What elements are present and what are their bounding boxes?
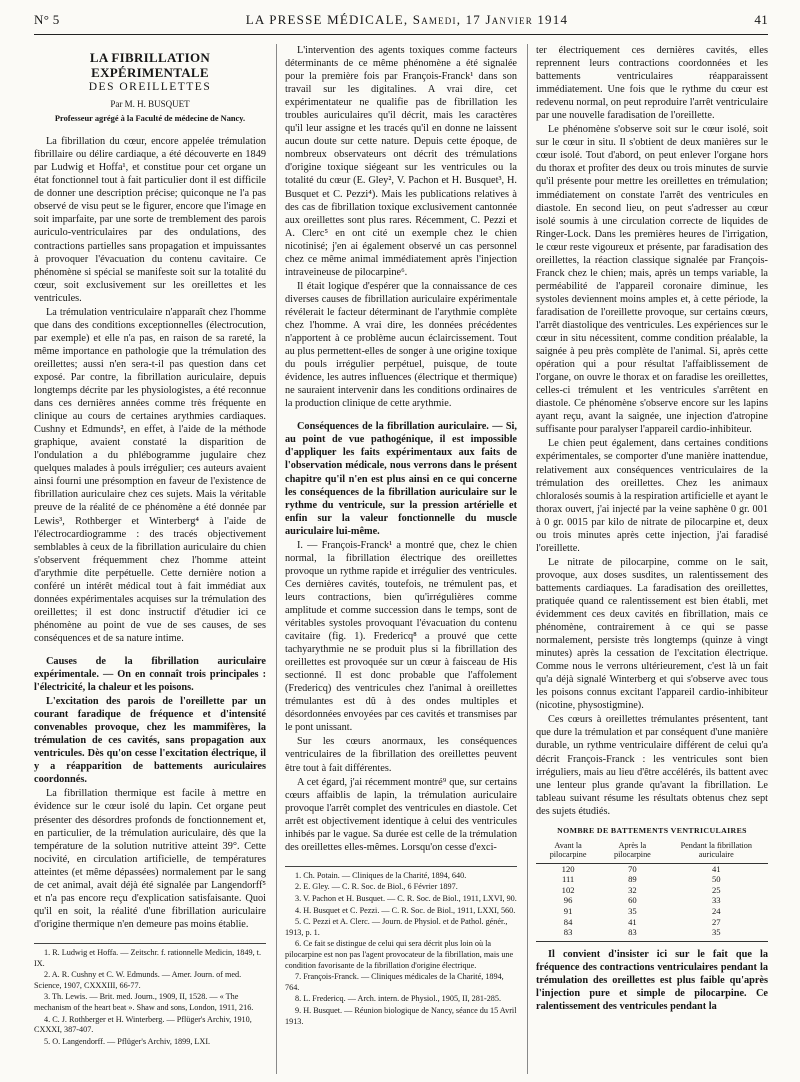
table-title: NOMBRE DE BATTEMENTS VENTRICULAIRES bbox=[557, 825, 747, 835]
paragraph: ter électriquement ces dernières cavités, elles reprennent leurs contractions coordonnées et les battements ventriculaires réapparaissent immédiatement. Une fois que le rythme du cœur est redevenu normal, on peut reproduire l'arrêt ventriculaire par une nouvelle faradisation de l'oreillette. bbox=[536, 45, 768, 122]
table-cell: 35 bbox=[628, 906, 637, 916]
table-row bbox=[536, 906, 768, 917]
table-cell: 83 bbox=[536, 927, 600, 941]
footnote: 5. O. Langendorff. — Pflüger's Archiv, 1899, LXI. bbox=[44, 1036, 211, 1046]
table-cell: 50 bbox=[711, 874, 721, 885]
paragraph: I. — François-Franck¹ a montré que, chez le chien normal, la fibrillation électrique des oreillettes provoque un rythme rapide et irrégulier des ventricules. Ces dernières cavités, toutefois, ne trémulent pas, et leurs contractions, bien qu'irrégulières comme amplitude et comme succession dans le temps, sont de véritables systoles provoquant l'évacuation du contenu cavitaire (fig. 1). Fredericq⁸ a prouvé que cette tachyarythmie ne se produit plus si la fibrillation des oreillettes est provoquée sur un cœur à faisceau de His sectionné. Il est donc probable que l'affolement (Fredericq) des ventricules chez l'animal à oreillettes trémulantes est dû à des ondes multiples et désordonnées envoyées par ces cavités et transmises par le pont unissant. bbox=[285, 539, 517, 734]
table-header-row bbox=[536, 839, 768, 863]
footnote: 8. L. Fredericq. — Arch. intern. de Physiol., 1905, II, 281-285. bbox=[295, 994, 502, 1004]
paragraph: L'intervention des agents toxiques comme facteurs déterminants de ce même phénomène a été signalée pour la première fois par François-Franck¹ dans son travail sur les digitalines. A vrai dire, cet expérimentateur ne qualifie pas de fibrillation les troubles auriculaires qu'il décrit, mais les caractères qu'il leur assigne et les tracés qu'il en donne ne laissent aucun doute sur cette nature. Depuis cette époque, de nombreux observateurs ont décrit des trémulations d'origine toxique siégeant sur les ventricules ou la totalité du cœur (E. Gley², V. Pachon et H. Busquet³, H. Busquet et C. Pezzi⁴). Mais les publications relatives à des cas de fibrillation toxique exclusivement cantonnée aux oreillettes sont plus rares. Récemment, C. Pezzi et A. Clerc⁵ en ont cité un exemple chez le chien nicotinisé; j'en ai également observé un cas personnel chez ce même animal immédiatement après l'injection intraveineuse de pilocarpine⁶. bbox=[285, 45, 517, 278]
footnotes bbox=[34, 943, 266, 1047]
section-heading bbox=[285, 420, 517, 537]
column-divider bbox=[527, 44, 528, 1074]
table-cell: 96 bbox=[563, 895, 573, 906]
column-header: Après la pilocarpine bbox=[600, 839, 664, 863]
paragraph bbox=[34, 695, 266, 786]
footnote: 9. H. Busquet. — Réunion biologique de Nancy, séance du 15 Avril 1913. bbox=[285, 1005, 517, 1026]
journal-title: LA PRESSE MÉDICALE, Samedi, 17 Janvier 1914 bbox=[245, 12, 569, 27]
footnote: 2. A. R. Cushny et C. W. Edmunds. — Amer. Journ. of med. Science, 1907, CXXXIII, 66-77. bbox=[34, 970, 242, 990]
paragraph: Le phénomène s'observe soit sur le cœur isolé, soit sur le cœur in situ. Il s'obtient de deux manières sur le cœur isolé. Tout d'abord, on peut enlever l'organe hors du thorax et profiter des deux ou trois minutes de survie qu'il présente pour mettre les oreillettes en trémulation; immédiatement on constate l'arrêt des ventricules en diastole. En second lieu, on peut s'adresser au cœur isolé soumis à une circulation correcte de liquides de Ringer-Lock. Dans les premières heures de l'irrigation, le cœur reste vigoureux et présente, par faradisation des oreillettes, la réaction classique signalée par François-Franck chez le chien; mais, après un temps variable, la perméabilité de l'appareil coronaire diminue, les systoles deviennent moins amples et, à cette période, la faradisation de l'oreillette provoque, sur certains cœurs, l'arrêt diastolique des ventricules. Les expériences sur le cœur in situ nécessitent, comme condition préalable, la saignée à peu près complète de l'animal. Si, après cette opération qui a pour résultat l'affaiblissement de l'organe, on ouvre le thorax et on faradise les oreillettes, celles-ci trémulent et les ventricules s'arrêtent en diastole. Ce phénomène s'observe encore sur les lapins ayant reçu, avant la saignée, une injection d'atropine suffisante pour paralyser l'appareil cardio-inhibiteur. bbox=[536, 124, 768, 436]
paragraph bbox=[536, 948, 768, 1013]
section-title: Causes de la fibrillation auriculaire expérimentale. bbox=[34, 655, 266, 681]
footnote: 4. H. Busquet et C. Pezzi. — C. R. Soc. de Biol., 1911, LXXI, 560. bbox=[295, 905, 516, 915]
article-author: Par M. H. BUSQUET bbox=[110, 99, 190, 110]
section-intro: — Si, au point de vue pathogénique, il est impossible d'appliquer les faits expérimentaux aux faits de l'observation médicale, nous verrons dans le présent chapitre qu'il n'en est plus ainsi en ce qui concerne les conséquences de la fibrillation auriculaire sur le rythme du ventricule, sur la pression artérielle et enfin sur la valeur fonctionnelle du muscle auriculaire lui-même. bbox=[285, 421, 517, 537]
paragraph: La fibrillation thermique est facile à mettre en évidence sur le cœur isolé du lapin. Cet organe peut présenter des désordres profonds de fonctionnement et, en particulier, de la trémulation auriculaire, dès que la température de la solution nutritive atteint 39°. Cette nocivité, en circulation artificielle, de températures atteintes (et même dépassées) normalement par le sang de cet animal, avait déjà été signalée par Langendorff⁵ et n'a pas encore reçu d'explication satisfaisante. Quoi qu'il en soit, la réalité d'une fibrillation auriculaire d'origine thermique n'en demeure pas moins établie. bbox=[34, 788, 266, 930]
table-row bbox=[536, 863, 768, 874]
table-cell: 70 bbox=[628, 863, 637, 874]
footnotes bbox=[285, 866, 517, 1027]
table-cell: 24 bbox=[711, 906, 721, 916]
results-table bbox=[536, 839, 768, 942]
table-cell: 32 bbox=[628, 884, 637, 895]
table-row bbox=[536, 917, 768, 928]
footnote: 4. C. J. Rothberger et H. Winterberg. — Pflüger's Archiv, 1910, CXXXI, 387-407. bbox=[34, 1014, 252, 1035]
column-header: Pendant la fibrillation auriculaire bbox=[665, 839, 768, 863]
table-cell: 102 bbox=[561, 884, 575, 895]
paragraph: Le nitrate de pilocarpine, comme on le sait, provoque, aux doses susdites, un ralentissement des battements cardiaques. La faradisation des oreillettes, pratiquée quand ce ralentissement est bien établi, met évidemment ces deux cavités en fibrillation, mais ce phénomène, contrairement à ce qui se passe normalement, persiste très longtemps (quinze à vingt minutes) après la cessation de l'excitation électrique. Comme nous le verrons ultérieurement, c'est là un fait qu'a déjà signalé Winterberg et qui s'observe avec tous les poisons connus excitant l'appareil cardio-inhibiteur (nicotine, physostigmine). bbox=[536, 556, 768, 712]
section-intro: — On en connaît trois principales : l'électricité, la chaleur et les poisons. bbox=[34, 669, 266, 694]
footnote: 1. R. Ludwig et Hoffa. — Zeitschr. f. rationnelle Medicin, 1849, t. IX. bbox=[34, 947, 261, 968]
table-cell: 89 bbox=[628, 874, 637, 885]
paragraph: Il était logique d'espérer que la connaissance de ces diverses causes de fibrillation auriculaire expérimentale révélerait le facteur déterminant de l'arythmie complète chez l'homme. A vrai dire, les données précédentes n'apportent à ce problème aucun éclaircissement. Tout au plus permettent-elles de songer à une origine toxique du pouls irrégulier perpétuel, puisque, de toute évidence, les autres influences (électrique et thermique) ne sauraient intervenir dans les conditions ordinaires de la production clinique de cette arythmie. bbox=[285, 280, 517, 410]
section-heading bbox=[34, 655, 266, 694]
footnote: 3. Th. Lewis. — Brit. med. Journ., 1909, II, 1528. — « The mechanism of the heart beat ». Shaw and sons, London, 1911, 216. bbox=[34, 992, 254, 1012]
article-subtitle: DES OREILLETTES bbox=[88, 81, 212, 93]
paragraph: A cet égard, j'ai récemment montré⁹ que, sur certains cœurs affaiblis de lapin, la trémulation auriculaire provoque l'arrêt complet des ventricules en diastole. Cet arrêt est objectivement identique à celui des ventricules inhibés par le vague. Sa durée est celle de la trémulation des oreillettes elles-mêmes. Lorsqu'on cesse d'exci- bbox=[285, 776, 517, 853]
issue-number: N° 5 bbox=[34, 12, 60, 27]
column-divider bbox=[276, 44, 277, 1074]
table-cell: 41 bbox=[711, 863, 721, 874]
footnote: 7. François-Franck. — Cliniques médicales de la Charité, 1894, 764. bbox=[285, 972, 504, 992]
table-cell: 33 bbox=[711, 895, 721, 906]
table-cell: 111 bbox=[561, 874, 575, 885]
table-row bbox=[536, 895, 768, 906]
paragraph: Le chien peut également, dans certaines conditions expérimentales, se comporter d'une manière inattendue, relativement aux conséquences ventriculaires de la trémulation des oreillettes. Chez les animaux chloralosés soumis à la respiration artificielle et ayant le thorax ouvert, j'ai injecté par la veine saphène 0 gr. 001 à 0 gr. 0015 par kilo de nitrate de pilocarpine et, deux ou trois minutes après cette injection, j'ai faradisé l'oreillette. bbox=[536, 438, 768, 554]
footnote: 3. V. Pachon et H. Busquet. — C. R. Soc. de Biol., 1911, LXVI, 90. bbox=[295, 894, 517, 904]
table-row bbox=[536, 927, 768, 941]
table-cell: 91 bbox=[563, 906, 573, 916]
table-cell: 84 bbox=[563, 916, 573, 927]
column-2 bbox=[285, 44, 517, 1074]
column-header: Avant la pilocarpine bbox=[536, 839, 600, 863]
table-cell: 60 bbox=[628, 895, 637, 906]
table-cell: 120 bbox=[561, 863, 575, 874]
footnote: 6. Ce fait se distingue de celui qui sera décrit plus loin où la pilocarpine est non pas l'agent provocateur de la fibrillation, mais une condition favorisante de la fibrillation d'origine électrique. bbox=[285, 939, 514, 970]
footnote: 5. C. Pezzi et A. Clerc. — Journ. de Physiol. et de Pathol. génér., 1913, p. 1. bbox=[285, 917, 508, 937]
section-title: Conséquences de la fibrillation auriculaire. bbox=[297, 421, 489, 433]
paragraph: Sur les cœurs anormaux, les conséquences ventriculaires de la fibrillation des oreillettes peuvent être tout à fait différentes. bbox=[285, 736, 517, 774]
footnote: 2. E. Gley. — C. R. Soc. de Biol., 6 Février 1897. bbox=[295, 882, 458, 892]
page-number: 41 bbox=[754, 12, 768, 27]
footnote: 1. Ch. Potain. — Cliniques de la Charité, 1894, 640. bbox=[295, 870, 467, 880]
column-1 bbox=[34, 44, 266, 1074]
table-cell: 27 bbox=[711, 916, 721, 927]
article-affiliation: Professeur agrégé à la Faculté de médecine de Nancy. bbox=[54, 114, 246, 124]
table-cell: 83 bbox=[600, 927, 664, 941]
article-title: LA FIBRILLATION EXPÉRIMENTALE bbox=[89, 50, 211, 80]
table-cell: 25 bbox=[711, 884, 721, 895]
paragraph: La fibrillation du cœur, encore appelée trémulation fibrillaire ou délire cardiaque, a été découverte en 1849 par Ludwig et Hoffa¹, et constitue pour cet organe un état fonctionnel tout à fait particulier dont il est difficile de donner une description précise; quiconque ne l'a pas observé de visu peut se le figurer, encore que l'image en soit imparfaite, par une sorte de tremblement des parois auriculo-ventriculaires par des ondulations, des contractions partielles sans propagation et impuissantes à provoquer l'évacuation du contenu cavitaire. Ce phénomène si spécial se manifeste soit sur la totalité du cœur, soit exclusivement sur les oreillettes et les ventricules. bbox=[34, 136, 266, 304]
paragraph: Ces cœurs à oreillettes trémulantes présentent, tant que dure la trémulation et par conséquent d'une manière durable, un rythme ventriculaire différent de celui qu'a décrit François-Franck : les ventricules sont bien irréguliers, mais au lieu d'être accélérés, ils battent avec une lenteur plus grande qu'avant la fibrillation. Le tableau suivant résume les résultats obtenus chez sept des sujets étudiés. bbox=[536, 714, 768, 817]
table-cell: 41 bbox=[628, 916, 637, 927]
column-3 bbox=[536, 44, 768, 1074]
table-row bbox=[536, 885, 768, 896]
paragraph: La trémulation ventriculaire n'apparaît chez l'homme que dans des conditions exceptionnelles (électrocution, par exemple) et elle n'a pas, en raison de sa rareté, la même importance en pathologie que la trémulation des oreillettes; aussi n'en sera-t-il pas question dans cet exposé. Par contre, la fibrillation auriculaire, depuis longtemps décrite par les physiologistes, a été reconnue dans ces dernières années comme très fréquente en clinique au cours de certaines arythmies cardiaques. Cushny et Edmunds², en effet, à l'aide de la méthode graphique, avaient constaté la disparition de l'ondulation a du phlébogramme jugulaire chez quelques malades à pouls irrégulier; ces auteurs avaient ainsi fourni une présomption en faveur de l'existence de fibrillation auriculaire chez ces sujets. Mais la véritable preuve de la réalité de ce phénomène a été donnée par Lewis³, Rothberger et Winterberg⁴ à l'aide de l'électrocardiogramme : des tracés objectivement semblables à ceux de la fibrillation auriculaire du chien s'observent fréquemment chez l'homme atteint d'arythmie dite perpétuelle. Cette dernière notion a conféré un intérêt médical tout à fait immédiat aux données expérimentales acquises sur la trémulation des oreillettes; il est donc instructif d'étudier ici ce phénomène au point de vue de ses causes, de ses conséquences et de sa nature intime. bbox=[34, 306, 266, 644]
paragraph-bold: L'excitation des parois de l'oreillette par un courant faradique de fréquence et d'intensité convenables provoque, chez les mammifères, la trémulation de ces cavités, sans propagation aux ventricules. Dès qu'on cesse l'excitation électrique, il y a réapparition de battements auriculaires coordonnés. bbox=[34, 696, 266, 786]
table-row bbox=[536, 874, 768, 885]
page-header bbox=[34, 12, 768, 35]
paragraph-bold: Il convient d'insister ici sur le fait que la fréquence des contractions ventriculaires pendant la trémulation des oreillettes est plus faible qu'après l'injection pure et simple de pilocarpine. Ce ralentissement des ventricules pendant la bbox=[536, 948, 768, 1012]
table-cell: 35 bbox=[665, 927, 768, 941]
